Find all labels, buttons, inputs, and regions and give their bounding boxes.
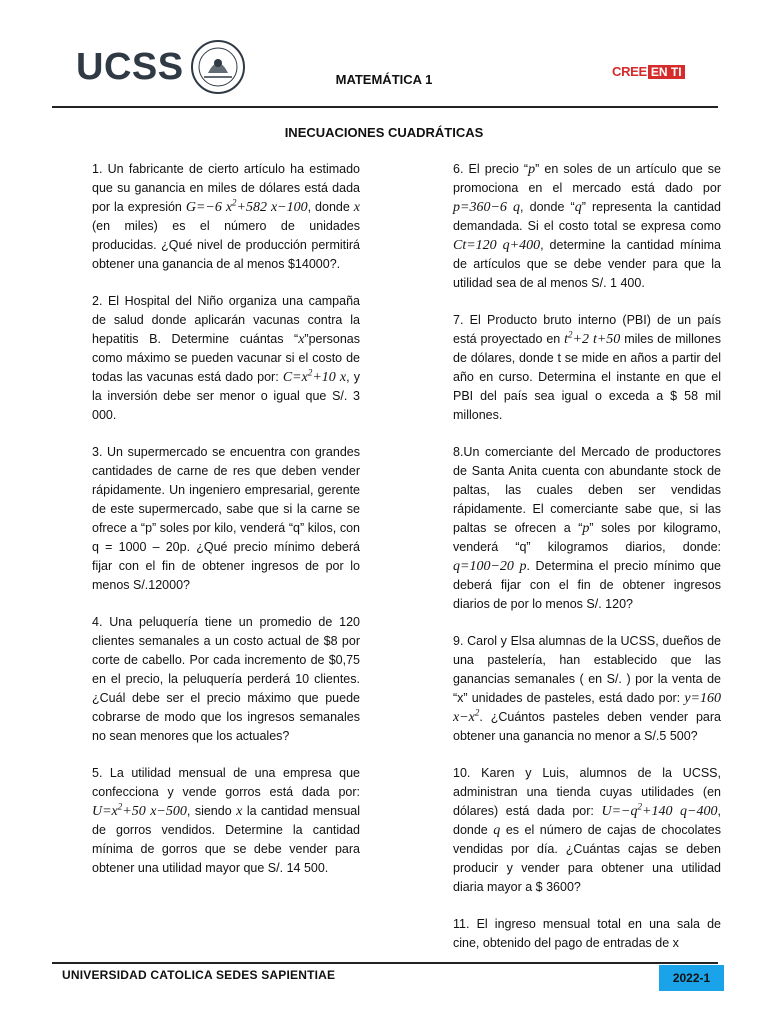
- problem-8-equation: q=100−20 p: [453, 559, 527, 574]
- problem-6-text-b: ” en soles de un artículo que se promociona en el mercado está dado por: [453, 162, 721, 195]
- problem-10: [453, 764, 721, 897]
- problem-6: [453, 160, 721, 293]
- problem-10-text-c: es el número de cajas de chocolates vendidas por día. ¿Cuántas cajas se deben producir y vender para obtener una utilidad diaria mayor a $ 3600?: [453, 823, 721, 894]
- problem-9-text-b: . ¿Cuántos pasteles deben vender para obtener una ganancia no menor a S/.5 500?: [453, 710, 721, 743]
- badge-en-ti-text: EN TI: [648, 65, 685, 79]
- problem-8-text-a: 8.Un comerciante del Mercado de productores de Santa Anita cuenta con abundante stock de paltas, las cuales deben ser vendidas rápidamente. El comerciante sabe que, si las paltas se ofrecen a “: [453, 445, 721, 535]
- problem-3: [92, 443, 360, 595]
- problem-9-equation: y=160 $x-x^2$: [453, 691, 721, 725]
- left-column: [92, 160, 360, 896]
- problem-8-text-c: . Determina el precio mínimo que deberá fijar con el fin de obtener ingresos diarios de por lo menos S/. 120?: [453, 559, 721, 611]
- problem-2-text-a: 2. El Hospital del Niño organiza una campaña de salud donde aplicarán vacunas contra la hepatitis B. Determine cuántas “: [92, 294, 360, 346]
- problem-6-text-a: 6. El precio “: [453, 162, 529, 176]
- problem-5: [92, 764, 360, 878]
- footer-term-badge: 2022-1: [659, 965, 724, 991]
- problem-1-equation: G=−6 $x^2+582$ x−100: [185, 197, 308, 215]
- problem-2-variable: x: [298, 332, 305, 347]
- footer-institution: UNIVERSIDAD CATOLICA SEDES SAPIENTIAE: [62, 968, 336, 982]
- subject-title: MATEMÁTICA 1: [335, 72, 433, 87]
- problem-2: [92, 292, 360, 425]
- right-column: [453, 160, 721, 971]
- problem-6-variable-q: q: [574, 200, 582, 215]
- problem-1-variable: x: [353, 200, 360, 215]
- problem-6-demand-equation: p=360−6 q: [453, 200, 521, 215]
- problem-5-variable: x: [236, 804, 243, 819]
- problem-11-text: 11. El ingreso mensual total en una sala de cine, obtenido del pago de entradas de x: [453, 917, 721, 950]
- footer-divider: [52, 962, 718, 964]
- problem-5-equation: $U=x^2+50$ x−500: [92, 801, 187, 819]
- problem-11: [453, 915, 721, 953]
- problem-3-text: 3. Un supermercado se encuentra con grandes cantidades de carne de res que deben vender rápidamente. Un ingeniero empresarial, gerente de este supermercado, sabe que si la carne se ofrece a “p” soles por kilo, venderá “q” kilos, con q = 1000 – 20p. ¿Qué precio mínimo deberá fijar con el fin de obtener ingresos de por lo menos S/.12000?: [92, 445, 360, 592]
- problem-10-variable: q: [493, 823, 501, 838]
- problem-8-variable: p: [582, 521, 590, 536]
- problem-2-text-b: ”personas como máximo se pueden vacunar si el costo de todas las vacunas está dado por:: [92, 332, 360, 384]
- problem-6-text-e: , determine la cantidad mínima de artículos que se debe vender para que la utilidad sea de al menos S/. 1 400.: [453, 238, 722, 290]
- problem-2-equation: $C=x^2+10$ x: [282, 367, 347, 385]
- problem-2-text-c: , y la inversión debe ser menor o igual que S/. 3 000.: [92, 370, 360, 422]
- cree-en-ti-badge: [612, 64, 685, 79]
- problem-7-text-b: miles de millones de dólares, donde t se mide en años a partir del año en curso. Determina el instante en que el PBI del país sea igual o exceda a $ 58 mil millones.: [453, 332, 721, 422]
- badge-cree-text: CREE: [612, 64, 647, 79]
- problem-9-text-a: 9. Carol y Elsa alumnas de la UCSS, dueños de una pastelería, han establecido que las ganancias semanales ( en S/. ) por la venta de “x” unidades de pasteles, está dado por:: [453, 634, 721, 705]
- problem-6-variable-p: p: [528, 162, 536, 177]
- problem-9: [453, 632, 721, 746]
- logo-wordmark: UCSS: [76, 45, 184, 88]
- problem-5-text-c: la cantidad mensual de gorros vendidos. Determine la cantidad mínima de gorros que se debe vender para obtener una utilidad mayor que S/. 14 500.: [92, 804, 360, 875]
- problem-6-text-d: ” representa la cantidad demandada. Si el costo total se expresa como: [453, 200, 721, 233]
- problem-7-text-a: 7. El Producto bruto interno (PBI) de un país está proyectado en: [453, 313, 721, 346]
- problem-4: [92, 613, 360, 746]
- problem-1-text-a: 1. Un fabricante de cierto artículo ha estimado que su ganancia en miles de dólares está dada por la expresión: [92, 162, 360, 214]
- problem-7-equation: $t^2+2$ t+50: [564, 329, 621, 347]
- problem-8-text-b: ” soles por kilogramo, venderá “q” kilogramos diarios, donde:: [453, 521, 721, 554]
- problem-5-text-b: , siendo: [186, 804, 232, 818]
- problem-1: [92, 160, 360, 274]
- problem-5-text-a: 5. La utilidad mensual de una empresa que confecciona y vende gorros está dada por:: [92, 766, 360, 799]
- page-title: INECUACIONES CUADRÁTICAS: [284, 125, 484, 140]
- problem-4-text: 4. Una peluquería tiene un promedio de 120 clientes semanales a un costo actual de $8 por corte de cabello. Por cada incremento de $0,75 en el precio, la peluquería perderá 10 clientes. ¿Cuál debe ser el precio máximo que puede cobrarse de modo que los ingresos semanales no sean menores que los actuales?: [92, 615, 360, 743]
- problem-10-text-a: 10. Karen y Luis, alumnos de la UCSS, administran una tienda cuyas utilidades (en dólares) está dada por:: [453, 766, 721, 818]
- problem-10-equation: $U=-q^2+140$ q−400: [601, 801, 718, 819]
- problem-8: [453, 443, 721, 614]
- problem-1-text-c: (en miles) es el número de unidades producidas. ¿Qué nivel de producción permitirá obtener una ganancia de al menos $14000?.: [92, 219, 360, 271]
- problem-10-text-b: , donde: [453, 804, 721, 837]
- problem-6-cost-equation: Ct=120 q+400: [453, 238, 541, 253]
- header-divider: [52, 106, 718, 108]
- problem-1-text-b: , donde: [307, 200, 350, 214]
- problem-7: [453, 311, 721, 425]
- problem-6-text-c: , donde “: [520, 200, 575, 214]
